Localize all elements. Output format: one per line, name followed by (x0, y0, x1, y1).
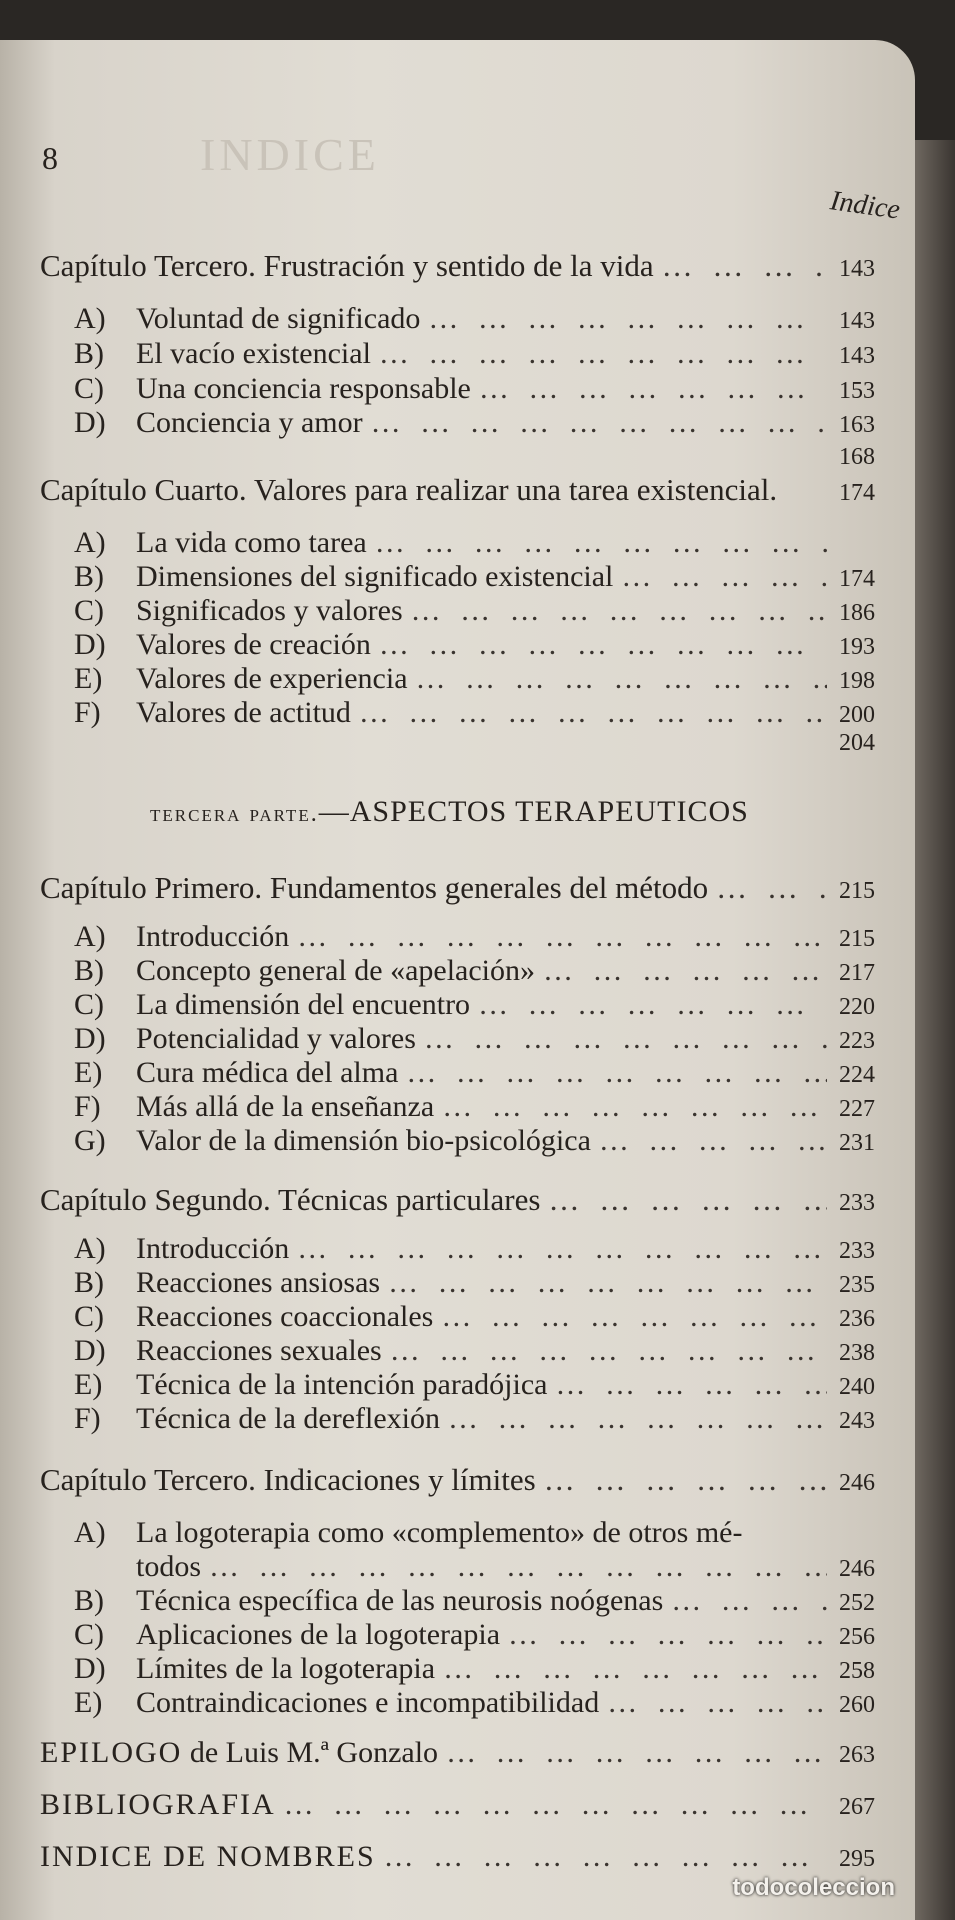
toc-item: F) Técnica de la dereflexión … … … … … … … … … … … … … … … … … … … … … … … … … … … 243 (40, 1402, 875, 1438)
toc-item: C) Una conciencia responsable … … … … … … … … … … … … … … … … … … … … … … … … … … … 153 (40, 372, 875, 408)
toc-item: G) Valor de la dimensión bio-psicológica … … … … … … … … … … … … … … … … … … … … … … … … … … … 231 (40, 1124, 875, 1160)
toc-chapter: Capítulo Cuarto. Valores para realizar una tarea existencial. 174 (40, 472, 875, 507)
running-head: Indice (828, 185, 902, 226)
toc-item: D) Conciencia y amor … … … … … … … … … … … … … … … … … … … … … … … … … … … 163 (40, 406, 875, 442)
toc-item: E) Contraindicaciones e incompatibilidad … … … … … … … … … … … … … … … … … … … … … … … … … … … 260 (40, 1686, 875, 1722)
toc-item: C) Aplicaciones de la logoterapia … … … … … … … … … … … … … … … … … … … … … … … … … … … 256 (40, 1618, 875, 1654)
toc-item: F) Valores de actitud … … … … … … … … … … … … … … … … … … … … … … … … … … … 200 (40, 696, 875, 732)
toc-item: E) Valores de experiencia … … … … … … … … … … … … … … … … … … … … … … … … … … … 198 (40, 662, 875, 698)
book-page (0, 40, 915, 1920)
toc-item: D) Potencialidad y valores … … … … … … … … … … … … … … … … … … … … … … … … … … … 223 (40, 1022, 875, 1058)
part-label: tercera parte. (150, 801, 319, 827)
page-number: 8 (42, 140, 58, 176)
toc-back-matter: BIBLIOGRAFIA … … … … … … … … … … … … … … … … … … … … … … … … … … … 267 (40, 1788, 875, 1824)
toc-chapter: Capítulo Tercero. Frustración y sentido de la vida … … … … … … … … … … … … … … … … … … … … … … … … … … … 143 (40, 248, 875, 284)
toc-item: B) Técnica específica de las neurosis noógenas … … … … … … … … … … … … … … … … … … … … … … … … … … … 252 (40, 1584, 875, 1620)
toc-item: A) Voluntad de significado … … … … … … … … … … … … … … … … … … … … … … … … … … … 143 (40, 302, 875, 338)
toc-item: D) Reacciones sexuales … … … … … … … … … … … … … … … … … … … … … … … … … … … 238 (40, 1334, 875, 1370)
toc-item: A) Introducción … … … … … … … … … … … … … … … … … … … … … … … … … … … 233 (40, 1232, 875, 1268)
part-name: —ASPECTOS TERAPEUTICOS (318, 795, 749, 828)
toc-item: D) Valores de creación … … … … … … … … … … … … … … … … … … … … … … … … … … … 193 (40, 628, 875, 664)
toc-item: A) La logoterapia como «complemento» de otros mé- (74, 1516, 743, 1549)
toc-item: B) Dimensiones del significado existencial … … … … … … … … … … … … … … … … … … … … … … … … … … … 174 (40, 560, 875, 596)
toc-back-matter: INDICE DE NOMBRES … … … … … … … … … … … … … … … … … … … … … … … … … … … 295 (40, 1840, 875, 1876)
toc-chapter: Capítulo Primero. Fundamentos generales del método … … … … … … … … … … … … … … … … … … … … … … … … … … … 215 (40, 870, 875, 906)
toc-item: B) Reacciones ansiosas … … … … … … … … … … … … … … … … … … … … … … … … … … … 235 (40, 1266, 875, 1302)
toc-item: D) Límites de la logoterapia … … … … … … … … … … … … … … … … … … … … … … … … … … … 258 (40, 1652, 875, 1688)
adjacent-page-edge (915, 140, 955, 1920)
bleed-through-text: INDICE (200, 129, 380, 180)
toc-trailing-page: 168 (839, 444, 875, 470)
toc-item: B) Concepto general de «apelación» … … … … … … … … … … … … … … … … … … … … … … … … … … … 217 (40, 954, 875, 990)
watermark: todocoleccion (732, 1874, 895, 1901)
toc-chapter: Capítulo Tercero. Indicaciones y límites … … … … … … … … … … … … … … … … … … … … … … … … … … … 246 (40, 1462, 875, 1498)
toc-chapter: Capítulo Segundo. Técnicas particulares … … … … … … … … … … … … … … … … … … … … … … … … … … … 233 (40, 1182, 875, 1218)
toc-item: A) La vida como tarea … … … … … … … … … … … … … … … … … … … … … … … … … … … (40, 526, 875, 562)
toc-item: F) Más allá de la enseñanza … … … … … … … … … … … … … … … … … … … … … … … … … … … 227 (40, 1090, 875, 1126)
toc-item-continuation: todos … … … … … … … … … … … … … … … … … … … … … … … … … … … 246 (40, 1550, 875, 1586)
toc-trailing-page: 204 (839, 730, 875, 756)
toc-item: E) Técnica de la intención paradójica … … … … … … … … … … … … … … … … … … … … … … … … … … … 240 (40, 1368, 875, 1404)
toc-item: C) Reacciones coaccionales … … … … … … … … … … … … … … … … … … … … … … … … … … … 236 (40, 1300, 875, 1336)
toc-item: E) Cura médica del alma … … … … … … … … … … … … … … … … … … … … … … … … … … … 224 (40, 1056, 875, 1092)
toc-back-matter: EPILOGO de Luis M.ª Gonzalo … … … … … … … … … … … … … … … … … … … … … … … … … … … 263 (40, 1736, 875, 1772)
toc-item: C) Significados y valores … … … … … … … … … … … … … … … … … … … … … … … … … … … 186 (40, 594, 875, 630)
toc-item: C) La dimensión del encuentro … … … … … … … … … … … … … … … … … … … … … … … … … … … 220 (40, 988, 875, 1024)
toc-item: A) Introducción … … … … … … … … … … … … … … … … … … … … … … … … … … … 215 (40, 920, 875, 956)
toc-item: B) El vacío existencial … … … … … … … … … … … … … … … … … … … … … … … … … … … 143 (40, 337, 875, 373)
part-title (150, 795, 749, 829)
